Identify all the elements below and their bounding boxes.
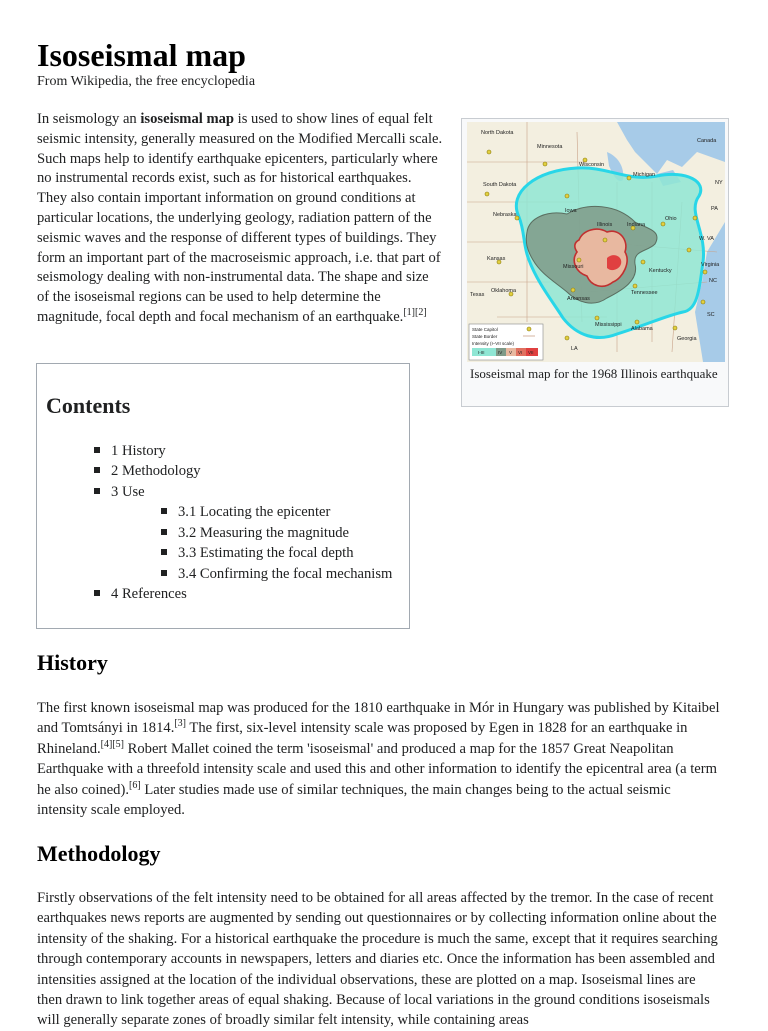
intro-bold-term: isoseismal map bbox=[140, 111, 235, 127]
citation-link[interactable]: [1][2] bbox=[403, 307, 427, 319]
label-oklahoma: Oklahoma bbox=[491, 288, 517, 294]
label-mississippi: Mississippi bbox=[595, 322, 622, 328]
intro-text-start: In seismology an bbox=[37, 111, 141, 127]
history-text-1: The first known isoseismal map was produced for the 1810 earthquake in Mór in Hungary was published by Kitaibel and Tomtsányi in 1814. bbox=[37, 700, 720, 737]
toc-label: 3 Use bbox=[111, 484, 145, 500]
label-illinois: Illinois bbox=[597, 222, 613, 228]
bullet-icon bbox=[94, 590, 100, 596]
figure-box bbox=[461, 118, 729, 407]
label-canada: Canada bbox=[697, 138, 717, 144]
legend-capital: State Capitol bbox=[472, 327, 498, 332]
label-michigan: Michigan bbox=[633, 172, 656, 178]
label-nc: NC bbox=[709, 278, 717, 284]
label-tennessee: Tennessee bbox=[631, 290, 658, 296]
bullet-icon bbox=[161, 529, 167, 535]
label-minnesota: Minnesota bbox=[537, 144, 563, 150]
label-missouri: Missouri bbox=[563, 264, 584, 270]
legend-scale-1: I-III bbox=[478, 350, 485, 355]
toc-label: 3.1 Locating the epicenter bbox=[178, 504, 331, 520]
label-texas: Texas bbox=[470, 292, 485, 298]
label-indiana: Indiana bbox=[627, 222, 646, 228]
label-virginia: Virginia bbox=[701, 262, 720, 268]
section-heading-methodology: Methodology bbox=[37, 841, 161, 866]
history-text-2: The first, six-level intensity scale was proposed by Egen in 1828 for an earthquake in Rhineland. bbox=[37, 720, 688, 757]
bullet-icon bbox=[161, 508, 167, 514]
label-kentucky: Kentucky bbox=[649, 268, 672, 274]
bullet-icon bbox=[161, 549, 167, 555]
toc-item-focal-depth[interactable] bbox=[161, 544, 354, 562]
map-legend bbox=[469, 324, 543, 360]
bullet-icon bbox=[161, 570, 167, 576]
intro-text-body: is used to show lines of equal felt seismic intensity, generally measured on the Modified Mercalli scale. Such maps help to identify earthquake epicenters, particularly where no instrumental records exist, such as for historical earthquakes. They also contain important information on ground conditions at particular locations, the underlying geology, radiation pattern of the seismic waves and the response of different types of buildings. They form an important part of the macroseismic approach, i.e. that part of seismology dealing with non-instrumental data. The shape and size of the isoseismal regions can be used to help determine the magnitude, focal depth and focal mechanism of an earthquake. bbox=[37, 111, 443, 325]
label-alabama: Alabama bbox=[631, 326, 653, 332]
label-kansas: Kansas bbox=[487, 256, 506, 262]
legend-scale-3: V bbox=[509, 350, 513, 355]
table-of-contents bbox=[36, 363, 410, 629]
toc-label: 3.4 Confirming the focal mechanism bbox=[178, 566, 393, 582]
citation-link[interactable]: [4][5] bbox=[100, 738, 124, 750]
toc-item-methodology[interactable] bbox=[94, 462, 201, 480]
citation-link[interactable]: [6] bbox=[129, 779, 141, 791]
figure-caption: Isoseismal map for the 1968 Illinois earthquake bbox=[470, 366, 718, 381]
label-sc: SC bbox=[707, 312, 715, 318]
label-south-dakota: South Dakota bbox=[483, 182, 517, 188]
toc-label: 2 Methodology bbox=[111, 463, 201, 479]
bullet-icon bbox=[94, 447, 100, 453]
label-georgia: Georgia bbox=[677, 336, 697, 342]
toc-label: 1 History bbox=[111, 443, 166, 459]
label-north-dakota: North Dakota bbox=[481, 130, 514, 136]
intro-paragraph bbox=[37, 110, 443, 328]
isoseismal-map-image[interactable] bbox=[467, 122, 725, 362]
toc-item-references[interactable] bbox=[94, 585, 187, 603]
label-iowa: Iowa bbox=[565, 208, 577, 214]
label-nebraska: Nebraska bbox=[493, 212, 517, 218]
toc-item-measuring-magnitude[interactable] bbox=[161, 524, 349, 542]
toc-label: 3.2 Measuring the magnitude bbox=[178, 525, 350, 541]
bullet-icon bbox=[94, 467, 100, 473]
toc-title: Contents bbox=[46, 393, 131, 418]
page-title: Isoseismal map bbox=[37, 37, 246, 73]
legend-scale-2: IV bbox=[498, 350, 503, 355]
methodology-paragraph: Firstly observations of the felt intensity need to be obtained for all areas affected by the tremor. In the case of recent earthquakes news reports are augmented by sending out questionnaires or by collecting information online about the intensity of the shaking. For a historical earthquake the procedure is much the same, except that it requires searching through contemporary accounts in newspapers, letters and diaries etc. Once the information has been assembled and intensities assigned at the location of the individual observations, these are plotted on a map. Isoseismal lines are then drawn to link together areas of equal shaking. Because of local variations in the ground conditions isoseismals will generally separate zones of broadly similar felt intensity, while containing areas bbox=[37, 890, 718, 1029]
history-text-3: Robert Mallet coined the term 'isoseismal' and produced a map for the 1857 Great Neapolitan Earthquake with a threefold intensity scale and used this and other information to identify the epicentral area (a term he also coined). bbox=[37, 740, 717, 798]
page-subtitle: From Wikipedia, the free encyclopedia bbox=[37, 74, 256, 89]
legend-scale-5: VII bbox=[528, 350, 534, 355]
legend-intensity: Intensity (I–VII scale) bbox=[472, 341, 515, 346]
label-ny: NY bbox=[715, 180, 723, 186]
history-paragraph bbox=[37, 698, 723, 820]
history-text-4: Later studies made use of similar techniques, the main changes being to the actual seismic intensity scale employed. bbox=[37, 781, 671, 819]
label-pa: PA bbox=[711, 206, 718, 212]
toc-label: 3.3 Estimating the focal depth bbox=[178, 545, 354, 561]
label-arkansas: Arkansas bbox=[567, 296, 590, 302]
citation-link[interactable]: [3] bbox=[174, 718, 187, 730]
toc-item-history[interactable] bbox=[94, 442, 166, 460]
label-wisconsin: Wisconsin bbox=[579, 162, 605, 168]
toc-item-locating-epicenter[interactable] bbox=[161, 503, 330, 521]
label-ohio: Ohio bbox=[665, 216, 677, 222]
label-la: LA bbox=[571, 346, 578, 352]
toc-label: 4 References bbox=[111, 586, 187, 602]
section-heading-history: History bbox=[37, 650, 108, 675]
toc-item-focal-mechanism[interactable] bbox=[161, 565, 392, 583]
bullet-icon bbox=[94, 488, 100, 494]
label-wva: W. VA bbox=[699, 236, 714, 242]
legend-border: State Border bbox=[472, 334, 498, 339]
toc-item-use[interactable] bbox=[94, 483, 145, 501]
legend-scale-4: VI bbox=[518, 350, 523, 355]
